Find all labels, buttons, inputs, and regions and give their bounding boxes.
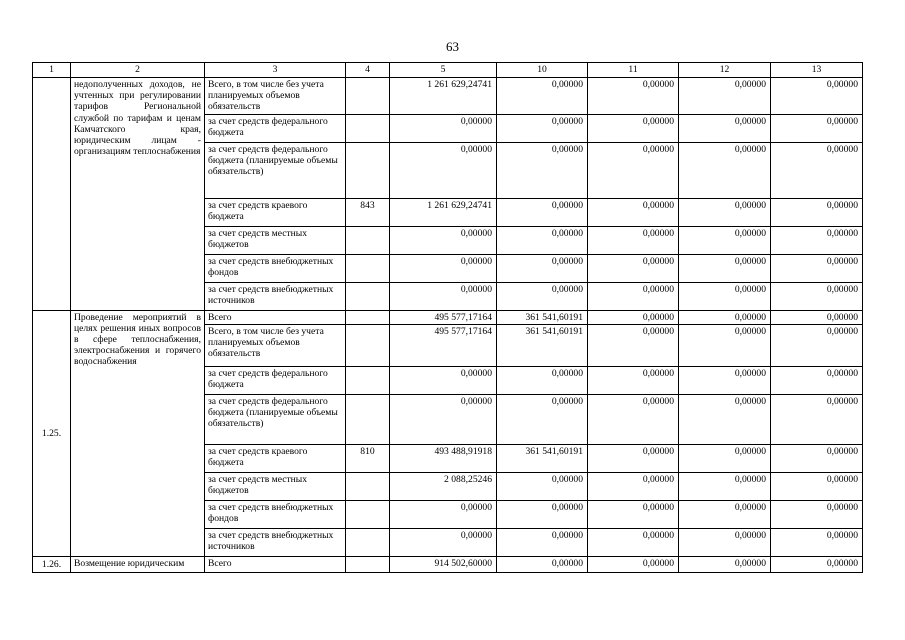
item-index: 1.25.	[33, 310, 71, 556]
amount-cell-c13: 0,00000	[771, 366, 863, 394]
amount-cell-c5: 0,00000	[390, 366, 497, 394]
header-cell: 10	[497, 63, 588, 78]
amount-cell-c5: 0,00000	[390, 500, 497, 528]
budget-code-cell: 810	[346, 444, 390, 472]
amount-cell-c10: 361 541,60191	[497, 324, 588, 366]
budget-code-cell	[346, 472, 390, 500]
amount-cell-c13: 0,00000	[771, 556, 863, 572]
amount-cell-c10: 0,00000	[497, 366, 588, 394]
budget-code-cell	[346, 114, 390, 142]
amount-cell-c12: 0,00000	[679, 500, 771, 528]
budget-code-cell	[346, 366, 390, 394]
amount-cell-c12: 0,00000	[679, 254, 771, 282]
amount-cell-c13: 0,00000	[771, 254, 863, 282]
item-index	[33, 78, 71, 311]
amount-cell-c12: 0,00000	[679, 226, 771, 254]
budget-code-cell	[346, 500, 390, 528]
table-row	[33, 78, 863, 115]
amount-cell-c10: 0,00000	[497, 472, 588, 500]
amount-cell-c5: 495 577,17164	[390, 324, 497, 366]
header-cell: 3	[205, 63, 346, 78]
amount-cell-c13: 0,00000	[771, 310, 863, 324]
amount-cell-c11: 0,00000	[588, 282, 679, 310]
amount-cell-c11: 0,00000	[588, 310, 679, 324]
item-name: Возмещение юридическим	[71, 556, 205, 572]
budget-code-cell	[346, 254, 390, 282]
budget-code-cell	[346, 310, 390, 324]
amount-cell-c13: 0,00000	[771, 78, 863, 115]
amount-cell-c11: 0,00000	[588, 556, 679, 572]
amount-cell-c13: 0,00000	[771, 142, 863, 198]
amount-cell-c11: 0,00000	[588, 78, 679, 115]
header-cell: 1	[33, 63, 71, 78]
amount-cell-c12: 0,00000	[679, 324, 771, 366]
header-row	[33, 63, 863, 78]
amount-cell-c12: 0,00000	[679, 114, 771, 142]
amount-cell-c12: 0,00000	[679, 282, 771, 310]
amount-cell-c10: 361 541,60191	[497, 310, 588, 324]
amount-cell-c10: 0,00000	[497, 78, 588, 115]
amount-cell-c12: 0,00000	[679, 142, 771, 198]
page-number: 63	[446, 39, 459, 54]
funding-source: за счет средств внебюджетных фондов	[205, 254, 346, 282]
header-cell: 4	[346, 63, 390, 78]
amount-cell-c11: 0,00000	[588, 394, 679, 444]
amount-cell-c5: 2 088,25246	[390, 472, 497, 500]
item-name: Проведение мероприятий в целях решения иных вопросов в сфере теплоснабжения, электроснабжения и горячего водоснабжения	[71, 310, 205, 556]
header-cell: 13	[771, 63, 863, 78]
amount-cell-c10: 0,00000	[497, 142, 588, 198]
amount-cell-c10: 0,00000	[497, 394, 588, 444]
amount-cell-c5: 1 261 629,24741	[390, 198, 497, 226]
table-row	[33, 556, 863, 572]
funding-source: Всего, в том числе без учета планируемых объемов обязательств	[205, 78, 346, 115]
header-cell: 11	[588, 63, 679, 78]
budget-code-cell	[346, 282, 390, 310]
amount-cell-c12: 0,00000	[679, 78, 771, 115]
amount-cell-c10: 0,00000	[497, 198, 588, 226]
amount-cell-c5: 0,00000	[390, 254, 497, 282]
amount-cell-c11: 0,00000	[588, 444, 679, 472]
budget-code-cell	[346, 142, 390, 198]
amount-cell-c5: 0,00000	[390, 142, 497, 198]
amount-cell-c5: 493 488,91918	[390, 444, 497, 472]
amount-cell-c5: 914 502,60000	[390, 556, 497, 572]
amount-cell-c13: 0,00000	[771, 500, 863, 528]
funding-source: за счет средств федерального бюджета	[205, 114, 346, 142]
amount-cell-c11: 0,00000	[588, 324, 679, 366]
header-cell: 5	[390, 63, 497, 78]
amount-cell-c10: 0,00000	[497, 226, 588, 254]
funding-source: за счет средств внебюджетных источников	[205, 528, 346, 556]
header-cell: 2	[71, 63, 205, 78]
amount-cell-c11: 0,00000	[588, 226, 679, 254]
funding-source: за счет средств внебюджетных источников	[205, 282, 346, 310]
amount-cell-c13: 0,00000	[771, 472, 863, 500]
funding-source: за счет средств краевого бюджета	[205, 444, 346, 472]
amount-cell-c12: 0,00000	[679, 394, 771, 444]
amount-cell-c12: 0,00000	[679, 472, 771, 500]
budget-code-cell	[346, 528, 390, 556]
amount-cell-c12: 0,00000	[679, 366, 771, 394]
item-name: недополученных доходов, не учтенных при регулировании тарифов Региональной службой по тарифам и ценам Камчатского края, юридическим лицам - организациям теплоснабжения	[71, 78, 205, 311]
table-body	[33, 63, 863, 573]
budget-table	[32, 62, 863, 573]
amount-cell-c13: 0,00000	[771, 198, 863, 226]
amount-cell-c5: 0,00000	[390, 282, 497, 310]
amount-cell-c5: 0,00000	[390, 226, 497, 254]
amount-cell-c12: 0,00000	[679, 556, 771, 572]
amount-cell-c10: 0,00000	[497, 528, 588, 556]
amount-cell-c5: 0,00000	[390, 394, 497, 444]
funding-source: за счет средств краевого бюджета	[205, 198, 346, 226]
amount-cell-c5: 0,00000	[390, 528, 497, 556]
amount-cell-c13: 0,00000	[771, 282, 863, 310]
amount-cell-c11: 0,00000	[588, 142, 679, 198]
budget-code-cell	[346, 394, 390, 444]
amount-cell-c11: 0,00000	[588, 500, 679, 528]
amount-cell-c10: 0,00000	[497, 114, 588, 142]
amount-cell-c10: 0,00000	[497, 282, 588, 310]
amount-cell-c12: 0,00000	[679, 444, 771, 472]
amount-cell-c10: 0,00000	[497, 556, 588, 572]
amount-cell-c5: 1 261 629,24741	[390, 78, 497, 115]
funding-source: Всего	[205, 556, 346, 572]
amount-cell-c12: 0,00000	[679, 528, 771, 556]
table-row	[33, 310, 863, 324]
amount-cell-c10: 0,00000	[497, 500, 588, 528]
funding-source: Всего, в том числе без учета планируемых объемов обязательств	[205, 324, 346, 366]
amount-cell-c11: 0,00000	[588, 528, 679, 556]
amount-cell-c12: 0,00000	[679, 198, 771, 226]
amount-cell-c13: 0,00000	[771, 324, 863, 366]
funding-source: за счет средств внебюджетных фондов	[205, 500, 346, 528]
funding-source: за счет средств местных бюджетов	[205, 472, 346, 500]
amount-cell-c13: 0,00000	[771, 114, 863, 142]
header-cell: 12	[679, 63, 771, 78]
funding-source: за счет средств федерального бюджета	[205, 366, 346, 394]
amount-cell-c13: 0,00000	[771, 528, 863, 556]
item-index: 1.26.	[33, 556, 71, 572]
amount-cell-c11: 0,00000	[588, 114, 679, 142]
amount-cell-c5: 0,00000	[390, 114, 497, 142]
budget-code-cell: 843	[346, 198, 390, 226]
funding-source: Всего	[205, 310, 346, 324]
amount-cell-c13: 0,00000	[771, 394, 863, 444]
budget-code-cell	[346, 324, 390, 366]
amount-cell-c12: 0,00000	[679, 310, 771, 324]
budget-code-cell	[346, 226, 390, 254]
funding-source: за счет средств федерального бюджета (планируемые объемы обязательств)	[205, 394, 346, 444]
amount-cell-c10: 361 541,60191	[497, 444, 588, 472]
amount-cell-c11: 0,00000	[588, 254, 679, 282]
funding-source: за счет средств федерального бюджета (планируемые объемы обязательств)	[205, 142, 346, 198]
amount-cell-c5: 495 577,17164	[390, 310, 497, 324]
budget-code-cell	[346, 78, 390, 115]
amount-cell-c10: 0,00000	[497, 254, 588, 282]
amount-cell-c13: 0,00000	[771, 226, 863, 254]
funding-source: за счет средств местных бюджетов	[205, 226, 346, 254]
amount-cell-c11: 0,00000	[588, 366, 679, 394]
amount-cell-c11: 0,00000	[588, 472, 679, 500]
amount-cell-c11: 0,00000	[588, 198, 679, 226]
budget-code-cell	[346, 556, 390, 572]
amount-cell-c13: 0,00000	[771, 444, 863, 472]
